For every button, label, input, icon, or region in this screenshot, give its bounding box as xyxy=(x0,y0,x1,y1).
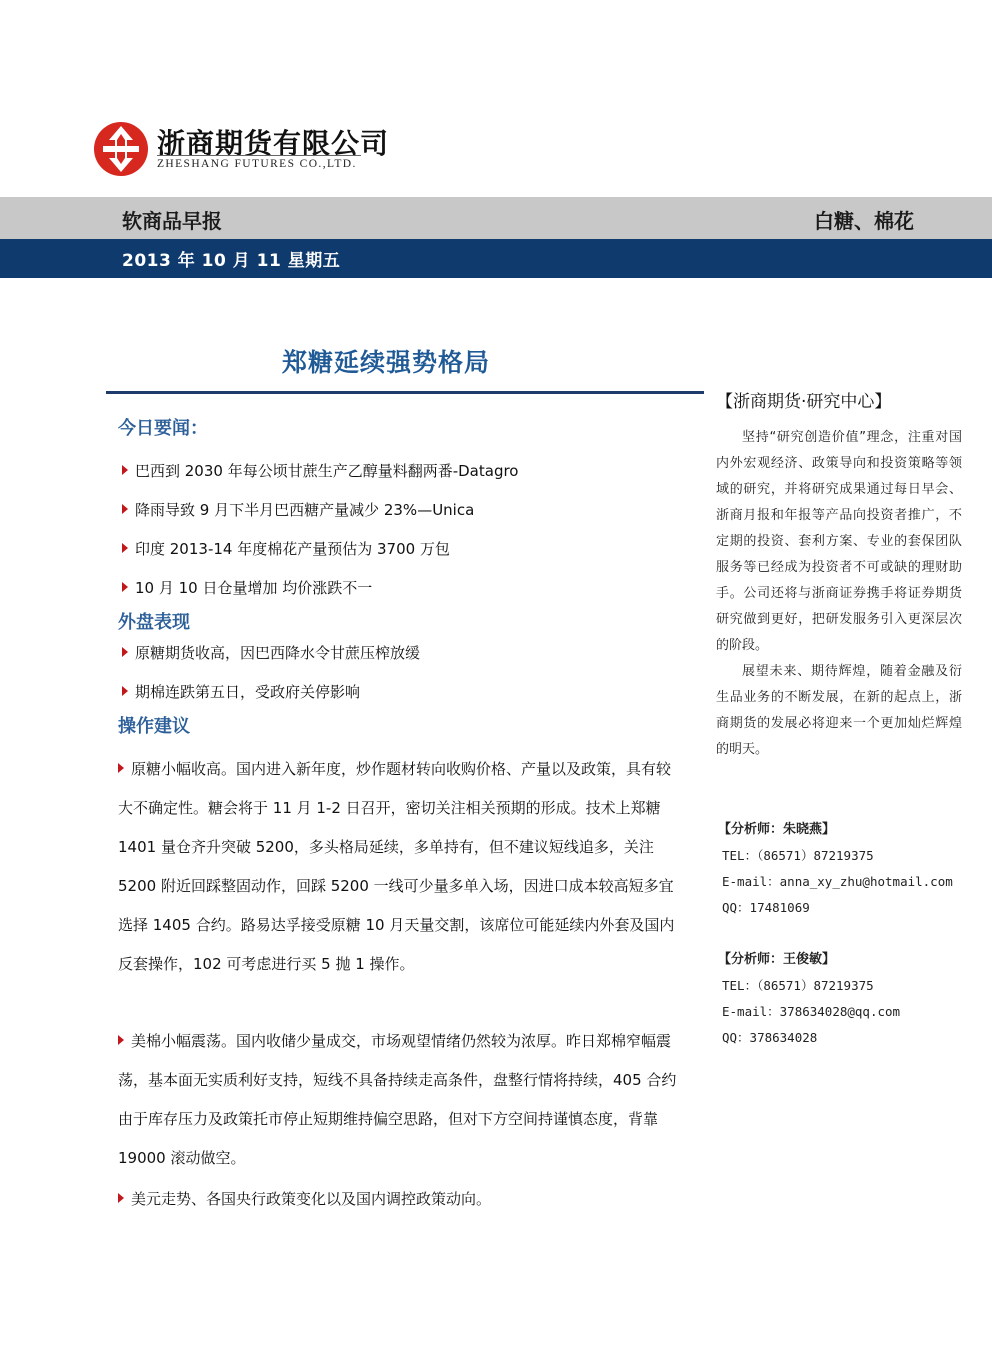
advice-paragraph-macro xyxy=(118,1180,680,1219)
news-item-text: 降雨导致 9 月下半月巴西糖产量减少 23%—Unica xyxy=(135,501,475,519)
company-name-en: ZHESHANG FUTURES CO.,LTD. xyxy=(157,158,357,170)
bullet-arrow-icon xyxy=(122,647,128,657)
analyst-qq: QQ：17481069 xyxy=(722,900,810,915)
analyst-label: 【分析师：朱晓燕】 xyxy=(718,822,836,837)
report-type: 软商品早报 xyxy=(122,209,222,233)
news-item xyxy=(122,460,518,481)
company-logo xyxy=(93,120,390,180)
report-type-band xyxy=(0,197,992,239)
intro-paragraph: 展望未来、期待辉煌，随着金融及衍生品业务的不断发展，在新的起点上，浙商期货的发展必将迎来一个更加灿烂辉煌的明天。 xyxy=(716,664,962,757)
advice-text: 美棉小幅震荡。国内收储少量成交，市场观望情绪仍然较为浓厚。昨日郑棉窄幅震荡，基本面无实质利好支持，短线不具备持续走高条件，盘整行情将持续，405 合约由于库存压力及政策托市停止短期维持偏空思路，但对下方空间持谨慎态度，背靠 19000 滚动做空。 xyxy=(118,1032,677,1167)
news-item xyxy=(122,577,372,598)
advice-heading: 操作建议 xyxy=(118,716,190,737)
advice-paragraph-sugar xyxy=(118,750,680,984)
bullet-arrow-icon xyxy=(118,1193,124,1203)
analyst-tel: TEL：（86571）87219375 xyxy=(722,848,874,863)
news-item-text: 巴西到 2030 年每公顷甘蔗生产乙醇量料翻两番-Datagro xyxy=(135,462,519,480)
company-name-cn: 浙商期货有限公司 xyxy=(157,127,390,160)
research-center-intro xyxy=(716,425,962,763)
title-divider xyxy=(106,391,704,394)
analyst-tel: TEL：（86571）87219375 xyxy=(722,978,874,993)
bullet-arrow-icon xyxy=(122,465,128,475)
news-heading: 今日要闻： xyxy=(118,418,208,439)
advice-text: 原糖小幅收高。国内进入新年度，炒作题材转向收购价格、产量以及政策，具有较大不确定性。糖会将于 11 月 1-2 日召开，密切关注相关预期的形成。技术上郑糖 1401 量仓齐升突破 5200，多头格局延续，多单持有，但不建议短线追多，关注 5200 附近回踩整固动作，回踩 5200 一线可少量多单入场，因进口成本较高短多宜选择 1405 合约。路易达孚接受原糖 10 月天量交割，该席位可能延续内外套及国内反套操作，102 可考虑进行买 5 抛 1 操作。 xyxy=(118,760,675,973)
zheshang-logo-icon xyxy=(93,120,149,178)
report-title: 郑糖延续强势格局 xyxy=(282,348,491,377)
news-item xyxy=(122,538,450,559)
external-item-text: 原糖期货收高，因巴西降水令甘蔗压榨放缓 xyxy=(135,644,421,662)
bullet-arrow-icon xyxy=(122,504,128,514)
external-item-text: 期棉连跌第五日，受政府关停影响 xyxy=(135,683,361,701)
news-item-text: 印度 2013-14 年度棉花产量预估为 3700 万包 xyxy=(135,540,450,558)
report-date: 2013 年 10 月 11 星期五 xyxy=(122,251,341,271)
bullet-arrow-icon xyxy=(122,543,128,553)
advice-text: 美元走势、各国央行政策变化以及国内调控政策动向。 xyxy=(131,1190,492,1208)
analyst-label: 【分析师：王俊敏】 xyxy=(718,952,836,967)
bullet-arrow-icon xyxy=(118,1035,124,1045)
date-band xyxy=(0,239,992,278)
external-heading: 外盘表现 xyxy=(118,612,190,633)
analyst-email[interactable]: E-mail：anna_xy_zhu@hotmail.com xyxy=(722,874,953,889)
news-item-text: 10 月 10 日仓量增加 均价涨跌不一 xyxy=(135,579,373,597)
bullet-arrow-icon xyxy=(122,686,128,696)
analyst-email[interactable]: E-mail：378634028@qq.com xyxy=(722,1004,901,1019)
analyst-qq: QQ：378634028 xyxy=(722,1030,818,1045)
external-item xyxy=(122,642,420,663)
commodities-label: 白糖、棉花 xyxy=(814,209,914,233)
intro-paragraph: 坚持“研究创造价值”理念，注重对国内外宏观经济、政策导向和投资策略等领域的研究，并将研究成果通过每日早会、浙商月报和年报等产品向投资者推广，不定期的投资、套利方案、专业的套保团队服务等已经成为投资者不可或缺的理财助手。公司还将与浙商证券携手将证券期货研究做到更好，把研发服务引入更深层次的阶段。 xyxy=(716,430,962,653)
research-center-heading: 【浙商期货·研究中心】 xyxy=(716,392,892,412)
external-item xyxy=(122,681,360,702)
news-item xyxy=(122,499,474,520)
bullet-arrow-icon xyxy=(122,582,128,592)
advice-paragraph-cotton xyxy=(118,1022,680,1178)
bullet-arrow-icon xyxy=(118,763,124,773)
